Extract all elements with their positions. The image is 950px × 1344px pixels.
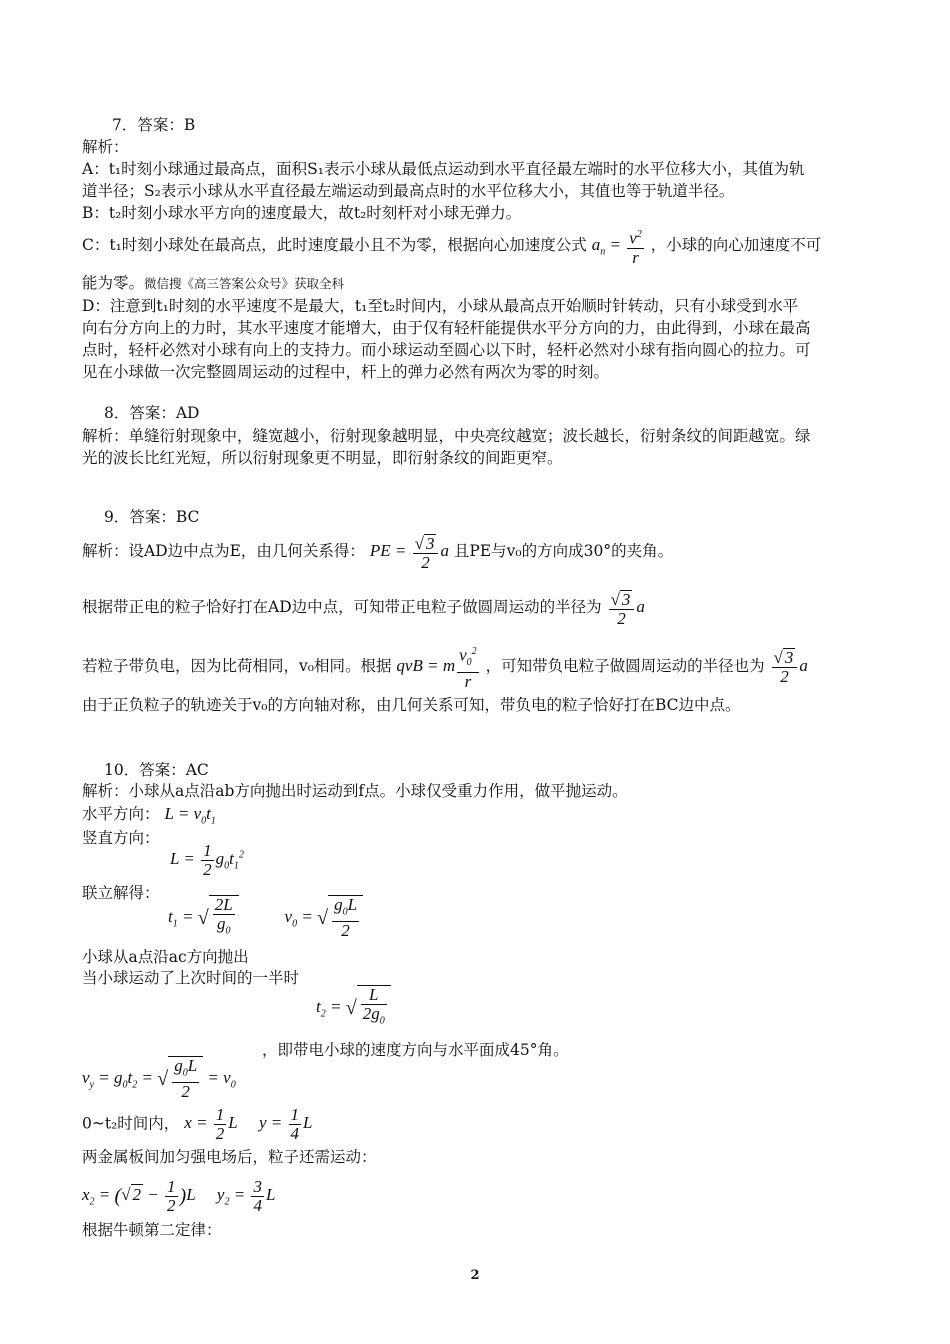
radius-formula-2: $\frac{√ 3}{2}$ a bbox=[773, 648, 808, 687]
q9-line2 bbox=[82, 589, 645, 628]
q9-line4: 由于正负粒子的轨迹关于v₀的方向轴对称，由几何关系可知，带负电的粒子恰好打在BC边中点。 bbox=[82, 696, 741, 714]
half-time-line: 当小球运动了上次时间的一半时 bbox=[82, 969, 300, 987]
q9-line1-post: 且PE与v₀的方向成30°的夹角。 bbox=[453, 542, 674, 561]
q7-c-text-post: ，小球的向心加速度不可 bbox=[650, 236, 822, 255]
t1-v0-formulas bbox=[168, 895, 363, 940]
lorentz-formula: qvB = m $\frac{v_0^2}{r}$ bbox=[396, 656, 480, 675]
newton-line: 根据牛顿第二定律： bbox=[82, 1221, 222, 1239]
horizontal-formula: $L = v_0t_1$ bbox=[164, 804, 216, 827]
solve-label: 联立解得： bbox=[82, 884, 160, 902]
range-line bbox=[82, 1106, 312, 1143]
xy-formula: x = $\frac{1}{2}$ L y = $\frac{1}{4}$ L bbox=[184, 1105, 313, 1143]
q7-a-line2: 道半径；S₂表示小球从水平直径最左端运动到最高点时的水平位移大小，其值也等于轨道半径。 bbox=[82, 182, 735, 200]
q10-heading: 10．答案：AC bbox=[104, 761, 209, 779]
q9-line1-text: 解析：设AD边中点为E，由几何关系得： bbox=[82, 542, 365, 561]
ac-throw-line: 小球从a点沿ac方向抛出 bbox=[82, 948, 249, 966]
range-label: 0~t₂时间内， bbox=[82, 1114, 180, 1133]
field-line: 两金属板间加匀强电场后，粒子还需运动： bbox=[82, 1148, 377, 1166]
q7-c-end bbox=[82, 273, 344, 294]
vertical-label: 竖直方向： bbox=[82, 829, 160, 847]
q9-line3-text: 若粒子带负电，因为比荷相同，v₀相同。根据 bbox=[82, 656, 392, 675]
page-number: 2 bbox=[470, 1268, 480, 1283]
q7-b-line: B：t₂时刻小球水平方向的速度最大，故t₂时刻杆对小球无弹力。 bbox=[82, 204, 522, 222]
q10-line1: 解析：小球从a点沿ab方向抛出时运动到f点。小球仅受重力作用，做平抛运动。 bbox=[82, 782, 628, 800]
q7-d-line2: 向右分方向上的力时，其水平速度才能增大，由于仅有轻杆能提供水平分方向的力，由此得到，小球在最高 bbox=[82, 319, 811, 337]
q8-line1: 解析：单缝衍射现象中，缝宽越小，衍射现象越明显，中央亮纹越宽；波长越长，衍射条纹的间距越宽。绿 bbox=[82, 427, 811, 445]
vy-formula: $v_y = g_0t_2$ = √ $\frac{g_0L}{2}$ = $v_0$ bbox=[82, 1056, 236, 1102]
q7-c-line bbox=[82, 226, 821, 267]
watermark-text: 微信搜《高三答案公众号》获取全科 bbox=[144, 276, 345, 291]
q9-line2-text: 根据带正电的粒子恰好打在AD边中点，可知带正电粒子做圆周运动的半径为 bbox=[82, 598, 602, 617]
q7-d-line4: 见在小球做一次完整圆周运动的过程中，杆上的弹力必然有两次为零的时刻。 bbox=[82, 363, 610, 381]
q7-c-text: C：t₁时刻小球处在最高点，此时速度最小且不为零，根据向心加速度公式 bbox=[82, 236, 587, 255]
angle-line: ，即带电小球的速度方向与水平面成45°角。 bbox=[262, 1041, 569, 1059]
q9-heading: 9．答案：BC bbox=[104, 508, 200, 526]
t2-formula: $t_2$ = √ $\frac{L}{2g_0}$ bbox=[316, 985, 391, 1030]
q7-heading: 7．答案：B bbox=[112, 116, 196, 134]
q9-line1 bbox=[82, 533, 673, 572]
q8-heading: 8．答案：AD bbox=[104, 404, 200, 422]
vertical-formula: L = $\frac{1}{2}$ $g_0t_1^2$ bbox=[170, 841, 244, 879]
q7-c-end-text: 能为零。 bbox=[82, 274, 145, 292]
t1-formula: $t_1$ = √ $\frac{2L}{g_0}$ bbox=[168, 907, 239, 926]
q7-d-line1: D：注意到t₁时刻的水平速度不是最大，t₁至t₂时间内，小球从最高点开始顺时针转动，只有小球受到水平 bbox=[82, 297, 799, 315]
q9-line3 bbox=[82, 643, 808, 691]
q9-line3-post: ，可知带负电粒子做圆周运动的半径也为 bbox=[485, 656, 765, 675]
v0-formula: $v_0$ = √ $\frac{g_0L}{2}$ bbox=[285, 907, 363, 926]
q7-a-line1: A：t₁时刻小球通过最高点，面积S₁表示小球从最低点运动到水平直径最左端时的水平位移大小，其值为轨 bbox=[82, 160, 805, 178]
centripetal-formula: $a_n$ = $\frac{v^2}{r}$ bbox=[592, 235, 646, 254]
q7-d-line3: 点时，轻杆必然对小球有向上的支持力。而小球运动至圆心以下时，轻杆必然对小球有指向圆心的拉力。可 bbox=[82, 341, 811, 359]
pe-formula: PE = $\frac{√ 3}{2}$ a bbox=[369, 533, 449, 572]
x2-y2-formula: $x_2$ = (√ 2 − $\frac{1}{2}$ )L $y_2$ = $\frac{3}{4}$ L bbox=[82, 1177, 276, 1215]
q7-label: 解析： bbox=[82, 138, 129, 156]
horizontal-label: 水平方向： bbox=[82, 805, 160, 823]
radius-formula-1: $\frac{√ 3}{2}$ a bbox=[610, 589, 645, 628]
q8-line2: 光的波长比红光短，所以衍射现象更不明显，即衍射条纹的间距更窄。 bbox=[82, 449, 563, 467]
